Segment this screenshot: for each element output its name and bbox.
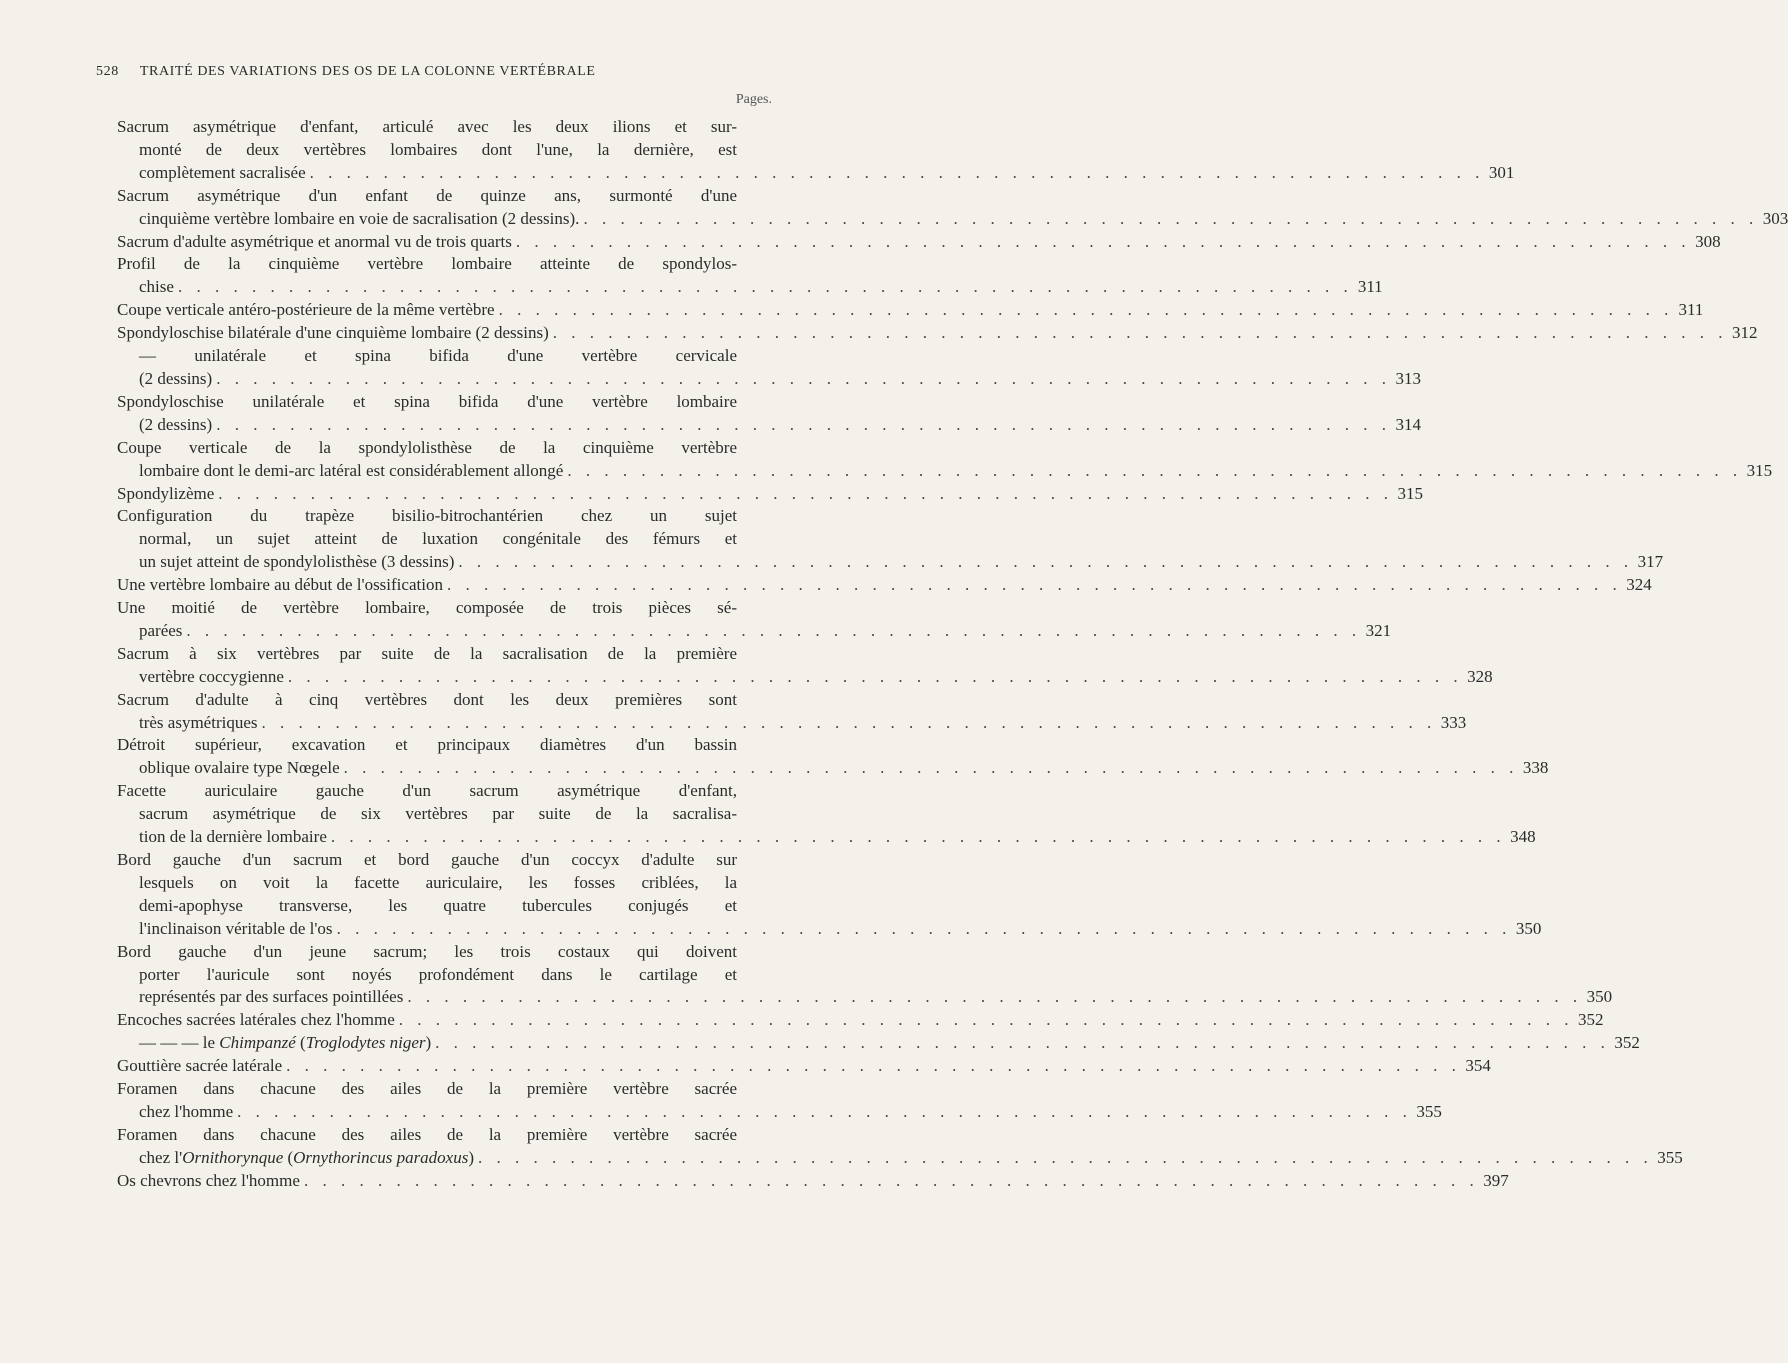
- entry-text-line: Bord gauche d'un sacrum et bord gauche d'un coccyx d'adulte sur: [117, 850, 737, 869]
- entry-text-line: Coupe verticale de la spondylolisthèse de la cinquième vertèbre: [117, 437, 737, 457]
- entry-page-number: 350: [1586, 987, 1613, 1007]
- entry-last-line: [117, 666, 1493, 689]
- entry-text-line: Sacrum à six vertèbres par suite de la sacralisation de la première: [117, 643, 737, 663]
- entry-last-line: [117, 483, 1424, 506]
- entry-last-line: [117, 620, 1392, 643]
- dot-leader: [516, 231, 1691, 254]
- dot-leader: [499, 299, 1674, 322]
- toc-entry: [117, 574, 1652, 597]
- entry-last-line: [117, 551, 1664, 574]
- toc-entry: [117, 116, 1515, 185]
- toc-entry: [117, 1032, 1640, 1055]
- entry-last-line: [117, 918, 1542, 941]
- dot-leader: [218, 483, 1393, 506]
- dot-leader: [344, 757, 1519, 780]
- entry-page-number: 308: [1695, 231, 1721, 251]
- entry-title: très asymétriques: [139, 712, 258, 732]
- entry-title: (2 dessins): [139, 368, 213, 388]
- entry-text-line: Spondyloschise unilatérale et spina bifida d'une vertèbre lombaire: [117, 391, 737, 411]
- entry-title: Gouttière sacrée latérale: [117, 1056, 283, 1076]
- entry-last-line: [117, 231, 1721, 254]
- dot-leader: [288, 666, 1463, 689]
- entry-page-number: 355: [1657, 1147, 1683, 1167]
- entry-title: vertèbre coccygienne: [139, 666, 284, 686]
- entry-page-number: 312: [1731, 323, 1758, 343]
- entry-title: chez l'homme: [139, 1101, 234, 1121]
- entry-page-number: 317: [1637, 552, 1664, 572]
- entry-page-number: 324: [1626, 575, 1652, 595]
- toc-entry: [117, 597, 1392, 643]
- entry-page-number: 311: [1357, 277, 1383, 297]
- entry-last-line: [117, 1170, 1509, 1193]
- entry-title: Sacrum d'adulte asymétrique et anormal vu de trois quarts: [117, 231, 512, 251]
- entry-title: Coupe verticale antéro-postérieure de la même vertèbre: [117, 300, 495, 320]
- italic-taxon-name: Troglodytes niger: [305, 1033, 426, 1053]
- figure-list: [117, 116, 1788, 1193]
- dot-leader: [216, 368, 1391, 391]
- entry-title: oblique ovalaire type Nœgele: [139, 758, 340, 778]
- pages-column-label: Pages.: [735, 92, 772, 107]
- entry-page-number: 301: [1488, 162, 1515, 182]
- dot-leader: [407, 986, 1582, 1009]
- toc-entry: [117, 483, 1424, 506]
- dot-leader: [553, 322, 1728, 345]
- entry-last-line: [117, 1101, 1442, 1124]
- toc-entry: [117, 437, 1773, 483]
- dot-leader: [216, 414, 1391, 437]
- entry-text-line: sacrum asymétrique de six vertèbres par suite de la sacralisa-: [139, 804, 737, 824]
- dot-leader: [310, 162, 1485, 185]
- dot-leader: [583, 208, 1758, 231]
- entry-text-line: Une moitié de vertèbre lombaire, composée de trois pièces sé-: [117, 598, 737, 618]
- toc-entry: [117, 1170, 1509, 1193]
- entry-page-number: 311: [1678, 300, 1704, 320]
- toc-entry: [117, 849, 1542, 941]
- entry-title: chise: [139, 277, 174, 297]
- entry-last-line: [117, 1055, 1491, 1078]
- dot-leader: [337, 918, 1512, 941]
- entry-title: lombaire dont le demi-arc latéral est considérablement allongé: [139, 460, 564, 480]
- italic-taxon-name: Ornithorynque: [182, 1147, 284, 1167]
- entry-page-number: 352: [1614, 1033, 1640, 1053]
- entry-last-line: [117, 1009, 1604, 1032]
- entry-last-line: [117, 1032, 1640, 1055]
- entry-last-line: [117, 322, 1758, 345]
- entry-text-line: monté de deux vertèbres lombaires dont l'une, la dernière, est: [139, 139, 737, 159]
- entry-page-number: 397: [1483, 1170, 1509, 1190]
- entry-text-line: Profil de la cinquième vertèbre lombaire atteinte de spondylos-: [117, 254, 737, 274]
- entry-title: représentés par des surfaces pointillées: [139, 987, 404, 1007]
- toc-entry: [117, 780, 1536, 849]
- toc-entry: [117, 322, 1758, 345]
- entry-last-line: [117, 208, 1788, 231]
- entry-title: un sujet atteint de spondylolisthèse (3 dessins): [139, 552, 455, 572]
- entry-page-number: 348: [1510, 827, 1536, 847]
- entry-title: Encoches sacrées latérales chez l'homme: [117, 1010, 395, 1030]
- entry-title: cinquième vertèbre lombaire en voie de sacralisation (2 dessins).: [139, 208, 580, 228]
- toc-entry: [117, 1055, 1491, 1078]
- entry-page-number: 315: [1746, 460, 1773, 480]
- entry-last-line: [117, 162, 1515, 185]
- toc-entry: [117, 941, 1613, 1010]
- italic-taxon-name: Chimpanzé: [219, 1033, 296, 1053]
- dot-leader: [435, 1032, 1610, 1055]
- running-header: [96, 64, 736, 80]
- entry-page-number: 350: [1515, 918, 1542, 938]
- entry-title: complètement sacralisée: [139, 162, 306, 182]
- entry-text-line: Configuration du trapèze bisilio-bitrochantérien chez un sujet: [117, 506, 737, 526]
- entry-title: l'inclinaison véritable de l'os: [139, 918, 333, 938]
- entry-text-line: — unilatérale et spina bifida d'une vertèbre cervicale: [139, 346, 737, 366]
- dot-leader: [237, 1101, 1412, 1124]
- entry-last-line: [117, 826, 1536, 849]
- entry-text-line: Sacrum asymétrique d'enfant, articulé avec les deux ilions et sur-: [117, 117, 737, 136]
- entry-title: Spondyloschise bilatérale d'une cinquième lombaire (2 dessins): [117, 323, 549, 343]
- entry-title: [139, 1147, 474, 1170]
- dot-leader: [458, 551, 1633, 574]
- entry-last-line: [117, 414, 1421, 437]
- entry-title-part: (: [283, 1147, 294, 1167]
- toc-entry: [117, 734, 1549, 780]
- entry-text-line: Détroit supérieur, excavation et principaux diamètres d'un bassin: [117, 735, 737, 755]
- entry-title: (2 dessins): [139, 414, 213, 434]
- entry-text-line: lesquels on voit la facette auriculaire, les fosses criblées, la: [139, 872, 737, 892]
- entry-title: parées: [139, 620, 183, 640]
- toc-entry: [117, 253, 1383, 299]
- entry-text-line: normal, un sujet atteint de luxation congénitale des fémurs et: [139, 529, 737, 549]
- toc-entry: [117, 299, 1704, 322]
- entry-page-number: 315: [1397, 483, 1424, 503]
- entry-title-part: ): [468, 1147, 475, 1167]
- entry-page-number: 333: [1440, 712, 1467, 732]
- dot-leader: [478, 1147, 1653, 1170]
- italic-taxon-name: Ornythorincus paradoxus: [293, 1147, 469, 1167]
- entry-text-line: Sacrum d'adulte à cinq vertèbres dont les deux premières sont: [117, 689, 737, 709]
- entry-text-line: Foramen dans chacune des ailes de la première vertèbre sacrée: [117, 1079, 737, 1099]
- toc-entry: [117, 1009, 1604, 1032]
- entry-page-number: 352: [1578, 1010, 1604, 1030]
- dot-leader: [262, 712, 1437, 735]
- toc-entry: [117, 391, 1421, 437]
- entry-title: tion de la dernière lombaire: [139, 827, 327, 847]
- toc-entry: [117, 643, 1493, 689]
- entry-page-number: 355: [1416, 1101, 1442, 1121]
- entry-text-line: demi-apophyse transverse, les quatre tubercules conjugés et: [139, 895, 737, 915]
- entry-last-line: [117, 276, 1383, 299]
- entry-page-number: 354: [1465, 1056, 1491, 1076]
- entry-title: [139, 1032, 431, 1055]
- toc-entry: [117, 1124, 1683, 1170]
- entry-page-number: 328: [1467, 666, 1493, 686]
- entry-last-line: [117, 757, 1549, 780]
- toc-entry: [117, 231, 1721, 254]
- entry-page-number: 338: [1522, 758, 1549, 778]
- dot-leader: [178, 276, 1353, 299]
- entry-last-line: [117, 986, 1613, 1009]
- entry-text-line: porter l'auricule sont noyés profondément dans le cartilage et: [139, 964, 737, 984]
- entry-text-line: Sacrum asymétrique d'un enfant de quinze ans, surmonté d'une: [117, 185, 737, 205]
- entry-last-line: [117, 712, 1467, 735]
- entry-title-part: ): [425, 1033, 432, 1053]
- toc-entry: [117, 345, 1421, 391]
- entry-page-number: 303: [1762, 208, 1788, 228]
- toc-entry: [117, 689, 1467, 735]
- entry-last-line: [117, 368, 1421, 391]
- dot-leader: [399, 1009, 1574, 1032]
- entry-last-line: [117, 1147, 1683, 1170]
- entry-text-line: Foramen dans chacune des ailes de la première vertèbre sacrée: [117, 1124, 737, 1144]
- entry-title: Os chevrons chez l'homme: [117, 1170, 300, 1190]
- dot-leader: [186, 620, 1361, 643]
- entry-text-line: Bord gauche d'un jeune sacrum; les trois costaux qui doivent: [117, 941, 737, 961]
- entry-last-line: [117, 460, 1773, 483]
- entry-last-line: [117, 299, 1704, 322]
- entry-title-part: chez l': [139, 1147, 183, 1167]
- dot-leader: [331, 826, 1506, 849]
- entry-page-number: 321: [1365, 620, 1392, 640]
- dot-leader: [286, 1055, 1461, 1078]
- toc-entry: [117, 1078, 1442, 1124]
- entry-page-number: 314: [1395, 414, 1421, 434]
- entry-title: Spondylizème: [117, 483, 215, 503]
- entry-last-line: [117, 574, 1652, 597]
- dot-leader: [447, 574, 1622, 597]
- toc-entry: [117, 505, 1664, 574]
- entry-title-part: (: [295, 1033, 306, 1053]
- entry-page-number: 313: [1395, 368, 1421, 388]
- entry-title-part: — — — le: [139, 1033, 220, 1053]
- dot-leader: [567, 460, 1742, 483]
- toc-entry: [117, 185, 1788, 231]
- entry-text-line: Facette auriculaire gauche d'un sacrum asymétrique d'enfant,: [117, 781, 737, 801]
- dot-leader: [304, 1170, 1479, 1193]
- entry-title: Une vertèbre lombaire au début de l'ossification: [117, 575, 443, 595]
- header-title: TRAITÉ DES VARIATIONS DES OS DE LA COLONNE VERTÉBRALE: [139, 64, 596, 79]
- header-page-number: 528: [96, 64, 119, 79]
